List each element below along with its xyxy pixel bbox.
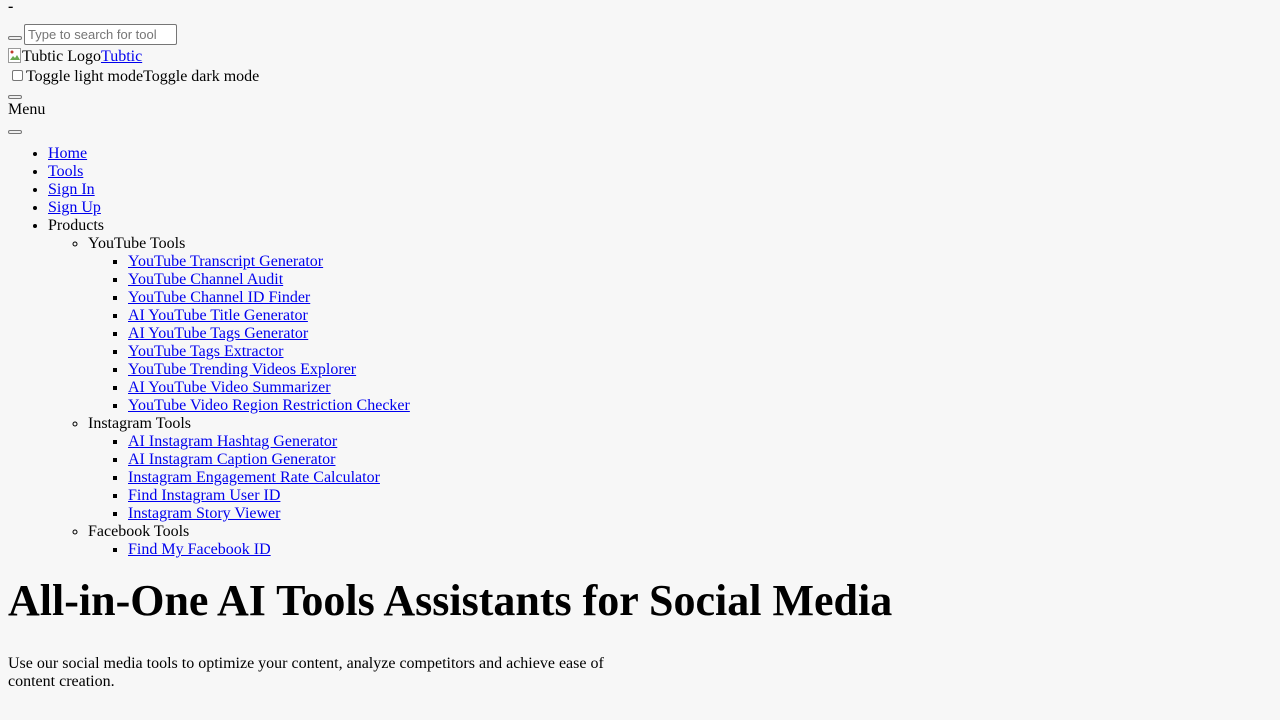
search-row: [8, 20, 1272, 38]
tool-link[interactable]: AI Instagram Caption Generator: [128, 451, 336, 468]
tool-link[interactable]: Find Instagram User ID: [128, 487, 281, 504]
youtube-tools-group: [88, 235, 1272, 415]
menu-close-button[interactable]: [8, 130, 22, 134]
hero-title: All-in-One AI Tools Assistants for Social Media: [8, 576, 893, 625]
tool-link[interactable]: YouTube Tags Extractor: [128, 343, 284, 360]
youtube-tools-heading: YouTube Tools: [88, 235, 186, 252]
theme-checkbox[interactable]: [12, 70, 23, 81]
logo-alt-text: Tubtic Logo: [22, 48, 101, 65]
list-item: [128, 397, 1272, 415]
list-item: [128, 271, 1272, 289]
nav-link-tools[interactable]: Tools: [48, 163, 84, 180]
theme-dark-label: Toggle dark mode: [143, 68, 260, 85]
products-submenu: [48, 235, 1272, 559]
tool-link[interactable]: Find My Facebook ID: [128, 541, 271, 558]
logo-link[interactable]: Tubtic: [100, 48, 143, 65]
youtube-tools-list: [88, 253, 1272, 415]
nav-products-label: Products: [48, 217, 104, 234]
tool-link[interactable]: YouTube Video Region Restriction Checker: [128, 397, 410, 414]
menu-label: Menu: [8, 101, 46, 118]
facebook-tools-group: [88, 523, 1272, 559]
tool-link[interactable]: Instagram Engagement Rate Calculator: [128, 469, 380, 486]
search-input[interactable]: [24, 24, 177, 45]
tool-link[interactable]: AI YouTube Tags Generator: [128, 325, 309, 342]
tool-link[interactable]: AI YouTube Video Summarizer: [128, 379, 331, 396]
list-item: [128, 379, 1272, 397]
tool-link[interactable]: YouTube Transcript Generator: [128, 253, 324, 270]
list-item: [128, 325, 1272, 343]
instagram-tools-list: [88, 433, 1272, 523]
list-item: [128, 469, 1272, 487]
list-item: [128, 433, 1272, 451]
theme-toggle[interactable]: [8, 68, 1272, 86]
facebook-tools-list: [88, 541, 1272, 559]
tool-link[interactable]: Instagram Story Viewer: [128, 505, 281, 522]
list-item: [128, 451, 1272, 469]
tool-link[interactable]: YouTube Channel Audit: [128, 271, 284, 288]
menu-open-button[interactable]: [8, 95, 22, 99]
tool-link[interactable]: AI Instagram Hashtag Generator: [128, 433, 338, 450]
list-item: [128, 307, 1272, 325]
logo-row: [8, 48, 1272, 66]
hero-description: Use our social media tools to optimize your content, analyze competitors and achieve ease of content creation.: [8, 655, 604, 690]
tool-link[interactable]: YouTube Channel ID Finder: [128, 289, 311, 306]
facebook-tools-heading: Facebook Tools: [88, 523, 190, 540]
search-button[interactable]: [8, 36, 22, 40]
list-item: [128, 343, 1272, 361]
nav-item-sign-in: [48, 181, 1272, 199]
list-item: [128, 541, 1272, 559]
menu-close-row: [8, 121, 1272, 129]
nav-item-products: [48, 217, 1272, 559]
theme-light-label: Toggle light mode: [26, 68, 144, 85]
tool-link[interactable]: YouTube Trending Videos Explorer: [128, 361, 357, 378]
list-item: [128, 361, 1272, 379]
instagram-tools-group: [88, 415, 1272, 523]
nav-item-sign-up: [48, 199, 1272, 217]
nav-item-tools: [48, 163, 1272, 181]
list-item: [128, 487, 1272, 505]
nav-link-sign-up[interactable]: Sign Up: [48, 199, 101, 216]
nav-link-home[interactable]: Home: [48, 145, 88, 162]
list-item: [128, 505, 1272, 523]
header-dash: -: [8, 0, 14, 15]
menu-open-row: [8, 90, 1272, 98]
nav-link-sign-in[interactable]: Sign In: [48, 181, 95, 198]
instagram-tools-heading: Instagram Tools: [88, 415, 192, 432]
list-item: [128, 289, 1272, 307]
list-item: [128, 253, 1272, 271]
logo-image-icon: [8, 48, 22, 64]
tool-link[interactable]: AI YouTube Title Generator: [128, 307, 308, 324]
nav-item-home: [48, 145, 1272, 163]
main-nav: [8, 145, 1272, 559]
